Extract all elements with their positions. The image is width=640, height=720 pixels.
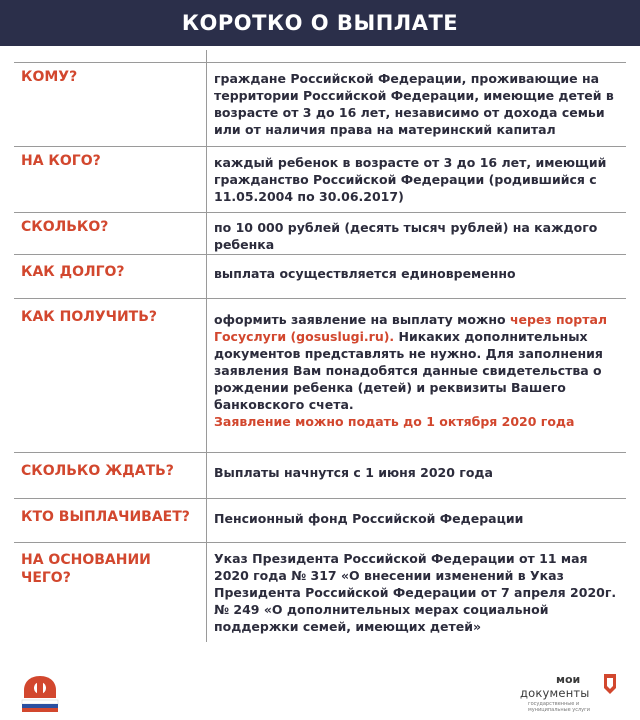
row-value-kak-poluchit <box>214 311 624 430</box>
row-value-komu: граждане Российской Федерации, проживающие на территории Российской Федерации, имеющие детей в возрасте от 3 до 16 лет, независимо от дохода семьи или от наличия права на материнский капитал <box>214 71 614 137</box>
row-label-skolko-zhdat: СКОЛЬКО ЖДАТЬ? <box>21 463 174 479</box>
deadline-note: Заявление можно подать до 1 октября 2020 года <box>214 414 575 429</box>
pension-fund-logo <box>18 672 62 716</box>
row-label-na-osnovanii: НА ОСНОВАНИИ ЧЕГО? <box>21 552 151 586</box>
row-label-skolko: СКОЛЬКО? <box>21 219 109 235</box>
row-value-skolko-zhdat: Выплаты начнутся с 1 июня 2020 года <box>214 465 493 480</box>
row-value-kak-dolgo: выплата осуществляется единовременно <box>214 266 516 281</box>
brand-line-1: мои <box>556 673 581 686</box>
row-value-na-kogo: каждый ребенок в возрасте от 3 до 16 лет, имеющий гражданство Российской Федерации (родившийся с 11.05.2004 по 30.06.2017) <box>214 155 607 204</box>
row-label-kak-poluchit: КАК ПОЛУЧИТЬ? <box>21 309 158 325</box>
brand-line-2: документы <box>520 686 590 700</box>
gosuslugi-link[interactable]: через портал Госуслуги (gosuslugi.ru). <box>214 312 608 344</box>
how-to-text-2: Никаких дополнительных документов представлять не нужно. Для заполнения заявления Вам понадобятся данные свидетельства о рождении ребенка (детей) и реквизиты Вашего банковского счета. <box>214 329 603 412</box>
row-divider <box>14 254 626 255</box>
row-divider <box>14 298 626 299</box>
row-divider <box>14 498 626 499</box>
moi-dokumenty-logo <box>520 670 630 714</box>
column-divider <box>206 50 207 642</box>
row-label-kak-dolgo: КАК ДОЛГО? <box>21 264 125 280</box>
row-value-kto-vyplachivaet: Пенсионный фонд Российской Федерации <box>214 511 524 526</box>
moi-dokumenty-icon <box>600 672 620 696</box>
row-label-kto-vyplachivaet: КТО ВЫПЛАЧИВАЕТ? <box>21 509 190 525</box>
row-value-skolko: по 10 000 рублей (десять тысяч рублей) на каждого ребенка <box>214 220 598 252</box>
row-label-na-kogo: НА КОГО? <box>21 153 101 169</box>
how-to-text-1: оформить заявление на выплату можно <box>214 312 510 327</box>
row-label-komu: КОМУ? <box>21 69 78 85</box>
row-value-na-osnovanii: Указ Президента Российской Федерации от 11 мая 2020 года № 317 «О внесении изменений в Указ Президента Российской Федерации от 7 апреля 2020г. № 249 «О дополнительных мерах социальной поддержки семей, имеющих детей» <box>214 551 617 634</box>
row-divider <box>14 62 626 63</box>
pension-fund-emblem-icon <box>18 672 62 716</box>
row-divider <box>14 212 626 213</box>
brand-subtitle: государственные и муниципальные услуги <box>528 701 590 713</box>
row-divider <box>14 452 626 453</box>
row-divider <box>14 542 626 543</box>
page-title: КОРОТКО О ВЫПЛАТЕ <box>0 0 640 46</box>
row-divider <box>14 146 626 147</box>
